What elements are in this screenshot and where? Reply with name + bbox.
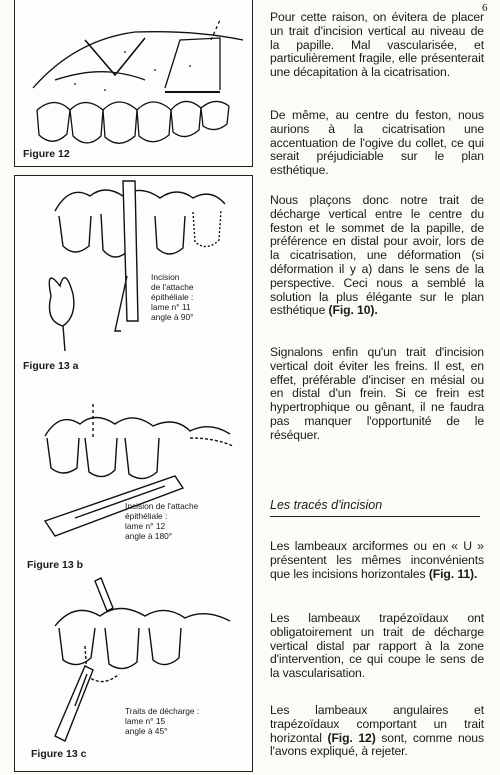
- fig-12-ref: (Fig. 12): [327, 730, 376, 745]
- figure-12-panel: [14, 0, 253, 167]
- figure-13a-caption: Figure 13 a: [23, 360, 79, 372]
- note-line: épithéliale :: [151, 292, 194, 302]
- paragraph-feston: De même, au centre du feston, nous aurions à la cicatrisation une accentuation de l'ogive du collet, ce qui serait préjudiciable sur le plan esthétique.: [270, 108, 484, 178]
- paragraph-text: sont, comme nous l'avons expliqué, à rejeter.: [270, 730, 484, 759]
- figure-13a-note: [151, 272, 241, 322]
- note-line: lame n° 12: [125, 521, 166, 531]
- note-line: angle à 45°: [125, 726, 168, 736]
- paragraph-text: Nous plaçons donc notre trait de décharge vertical entre le centre du feston et le sommet de la papille, de préférence en distal pour avoir, lors de la cicatrisation, une déformation (si déformation il y a) dans le sens de la perspective. Ceci nous a semblé la solution la plus élégante sur le plan esthétique: [270, 193, 484, 318]
- note-line: angle à 180°: [125, 531, 173, 541]
- figure-13b-caption: Figure 13 b: [27, 559, 84, 571]
- note-line: lame n° 11: [151, 302, 191, 312]
- paragraph-text: Les lambeaux angulaires et trapézoïdaux comportant un trait horizontal: [270, 703, 484, 745]
- page-number: 6: [482, 2, 488, 14]
- paragraph-text: Les lambeaux arciformes ou en « U » présentent les mêmes inconvénients que les incisions horizontales: [270, 539, 484, 581]
- paragraph-lambeaux-angulaires: [270, 704, 484, 759]
- paragraph-papille: Pour cette raison, on évitera de placer un trait d'incision vertical au niveau de la papille. Mal vascularisée, et particulièrement fragile, elle présenterait une décapitation à la cicatrisation.: [270, 10, 484, 80]
- figure-13b-note: [125, 501, 245, 541]
- fig-11-ref: (Fig. 11).: [428, 566, 478, 581]
- note-line: angle à 90°: [151, 312, 194, 322]
- figure-13c-note: [125, 706, 245, 736]
- section-title: Les tracés d'incision: [270, 498, 383, 512]
- note-line: lame n° 15: [125, 716, 166, 726]
- section-rule: [270, 516, 480, 517]
- note-line: Incision: [151, 272, 180, 282]
- note-line: Incision de l'attache: [125, 501, 199, 511]
- paragraph-trait-decharge: [270, 194, 484, 318]
- paragraph-lambeaux-trapezoidaux: Les lambeaux trapézoïdaux ont obligatoirement un trait de décharge vertical distal par rapport à la zone d'intervention, ce qui coupe le sens de la vascularisation.: [270, 611, 484, 681]
- figure-13-drawing: [15, 176, 252, 771]
- fig-10-ref: (Fig. 10).: [328, 303, 378, 318]
- paragraph-lambeaux-arciformes: [270, 540, 484, 581]
- paragraph-freins: Signalons enfin qu'un trait d'incision vertical doit éviter les freins. Il est, en effet, préférable d'inciser en mésial ou en distal d'un frein. Si ce frein est hypertrophique ou gênant, il ne faudra pas manquer l'opportunité de le réséquer.: [270, 345, 484, 442]
- figure-12-drawing: [15, 0, 252, 166]
- note-line: Traits de décharge :: [125, 706, 200, 716]
- figure-12-caption: Figure 12: [23, 148, 70, 160]
- note-line: épithéliale :: [125, 511, 168, 521]
- figure-13c-caption: Figure 13 c: [31, 748, 87, 760]
- note-line: de l'attache: [151, 282, 194, 292]
- figure-13-panel: [14, 175, 253, 772]
